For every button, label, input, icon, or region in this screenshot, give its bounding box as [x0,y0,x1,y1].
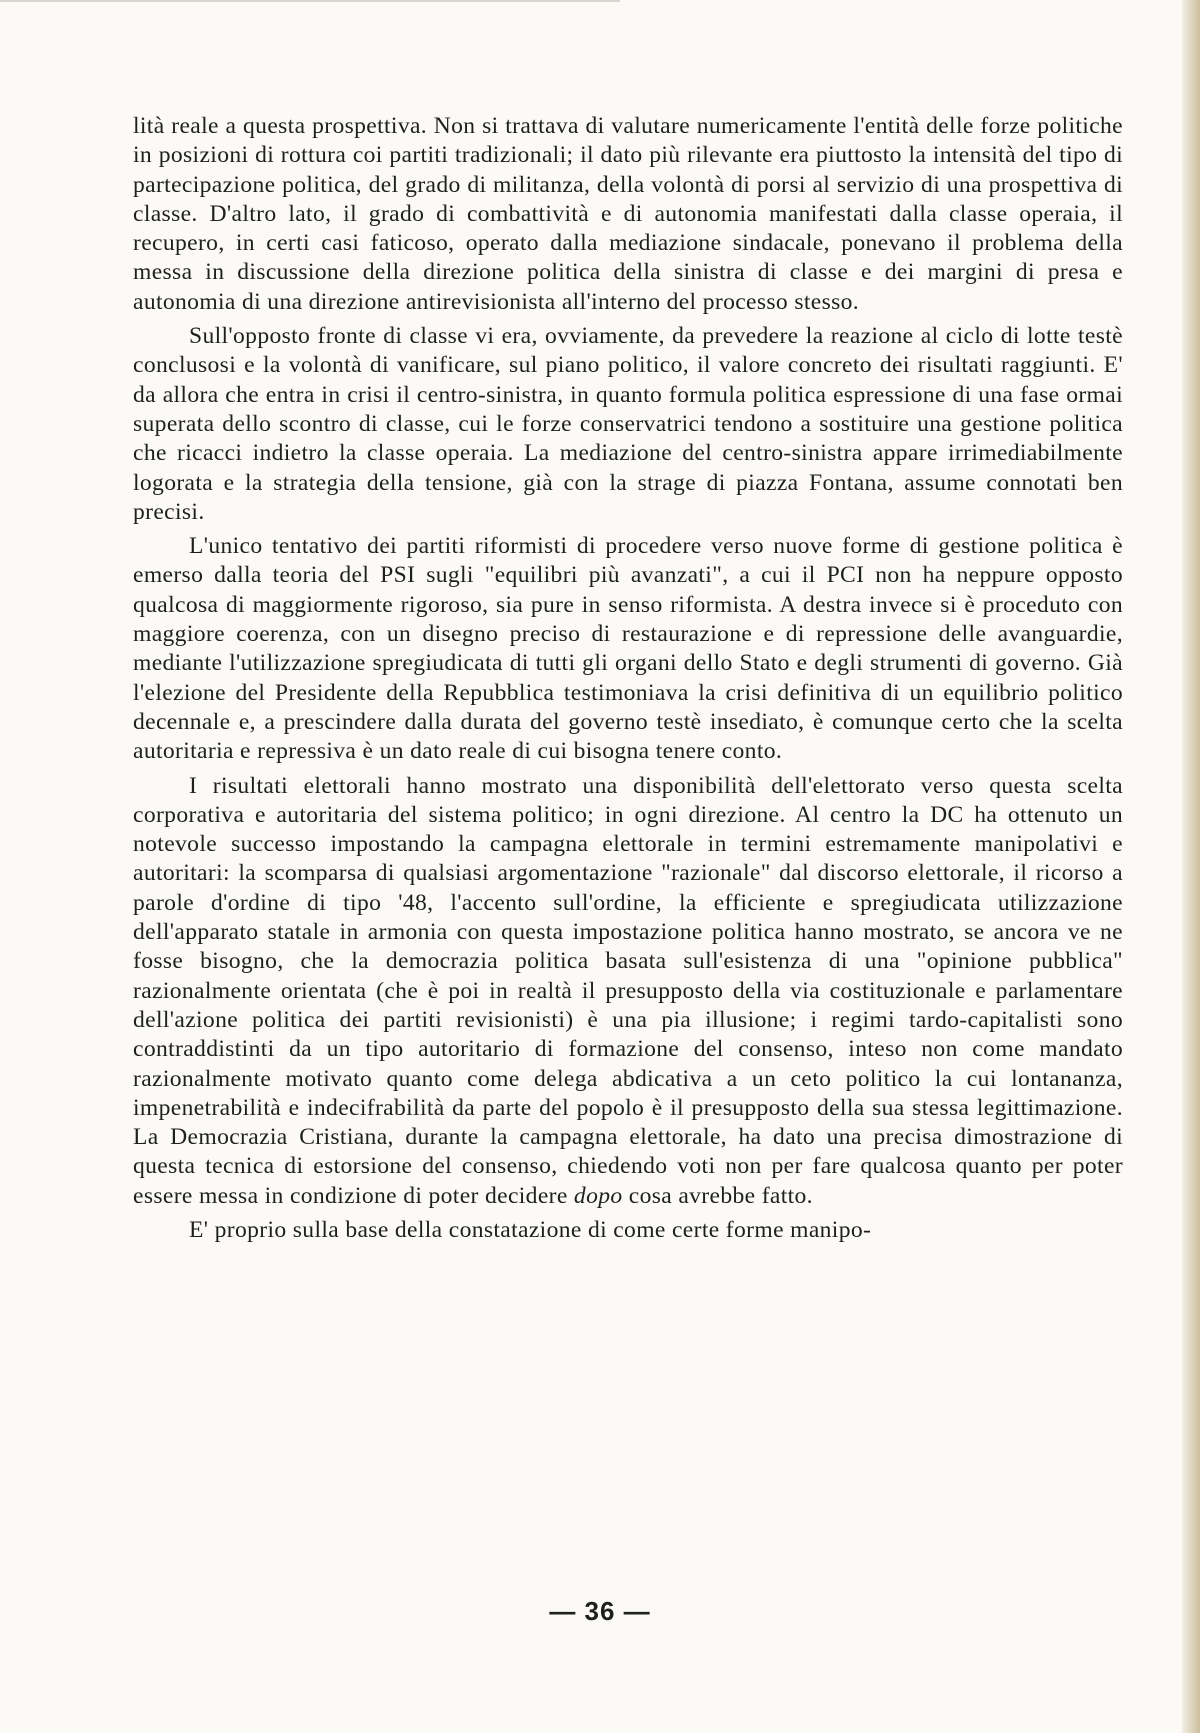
paragraph-5: E' proprio sulla base della constatazione di come certe forme manipo- [189,1216,872,1243]
paragraph-4 [133,772,1123,1211]
paragraph-4-italic: dopo [573,1182,623,1209]
body-text [133,112,1123,1245]
paragraph-2: Sull'opposto fronte di classe vi era, ovviamente, da prevedere la reazione al ciclo di lotte testè conclusosi e la volontà di vanificare, sul piano politico, il valore concreto dei risultati raggiunti. E' da allora che entra in crisi il centro-sinistra, in quanto formula politica espressione di una fase ormai superata dello scontro di classe, cui le forze conservatrici tendono a sostituire una gestione politica che ricacci indietro la classe operaia. La mediazione del centro-sinistra appare irrimediabilmente logorata e la strategia della tensione, già con la strage di piazza Fontana, assume connotati ben precisi. [133,323,1123,525]
scan-top-edge [0,0,620,2]
paragraph-4-text-end: cosa avrebbe fatto. [622,1182,813,1209]
paragraph-1: lità reale a questa prospettiva. Non si trattava di valutare numericamente l'entità delle forze politiche in posizioni di rottura coi partiti tradizionali; il dato più rilevante era piuttosto la intensità del tipo di partecipazione politica, del grado di militanza, della volontà di porsi al servizio di una prospettiva di classe. D'altro lato, il grado di combattività e di autonomia manifestati dalla classe operaia, il recupero, in certi casi faticoso, operato dalla mediazione sindacale, ponevano il problema della messa in discussione della direzione politica della sinistra di classe e dei margini di presa e autonomia di una direzione antirevisionista all'interno del processo stesso. [133,113,1123,315]
paragraph-3: L'unico tentativo dei partiti riformisti di procedere verso nuove forme di gestione politica è emerso dalla teoria del PSI sugli "equilibri più avanzati", a cui il PCI non ha neppure opposto qualcosa di maggiormente rigoroso, sia pure in senso riformista. A destra invece si è proceduto con maggiore coerenza, con un disegno preciso di restaurazione e di repressione delle avanguardie, mediante l'utilizzazione spregiudicata di tutti gli organi dello Stato e degli strumenti di governo. Già l'elezione del Presidente della Repubblica testimoniava la crisi definitiva di un equilibrio politico decennale e, a prescindere dalla durata del governo testè insediato, è comunque certo che la scelta autoritaria e repressiva è un dato reale di cui bisogna tenere conto. [133,533,1123,765]
page-number: — 36 — [549,1596,651,1626]
page-edge-shadow [1182,0,1200,1733]
paragraph-4-text: I risultati elettorali hanno mostrato una disponibilità dell'elettorato verso questa scelta corporativa e autoritaria del sistema politico; in ogni direzione. Al centro la DC ha ottenuto un notevole successo impostando la campagna elettorale in termini estremamente manipolativi e autoritari: la scomparsa di qualsiasi argomentazione "razionale" dal discorso elettorale, il ricorso a parole d'ordine di tipo '48, l'accento sull'ordine, la efficiente e spregiudicata utilizzazione dell'apparato statale in armonia con questa impostazione politica hanno mostrato, se ancora ve ne fosse bisogno, che la democrazia politica basata sull'esistenza di una "opinione pubblica" razionalmente orientata (che è poi in realtà il presupposto della via costituzionale e parlamentare dell'azione politica dei partiti revisionisti) è una pia illusione; i regimi tardo-capitalisti sono contraddistinti da un tipo autoritario di formazione del consenso, inteso non come mandato razionalmente motivato quanto come delega abdicativa a un ceto politico la cui lontananza, impenetrabilità e indecifrabilità da parte del popolo è il presupposto della sua stessa legittimazione. La Democrazia Cristiana, durante la campagna elettorale, ha dato una precisa dimostrazione di questa tecnica di estorsione del consenso, chiedendo voti non per fare qualcosa quanto per poter essere messa in condizione di poter decidere [133,772,1123,1209]
